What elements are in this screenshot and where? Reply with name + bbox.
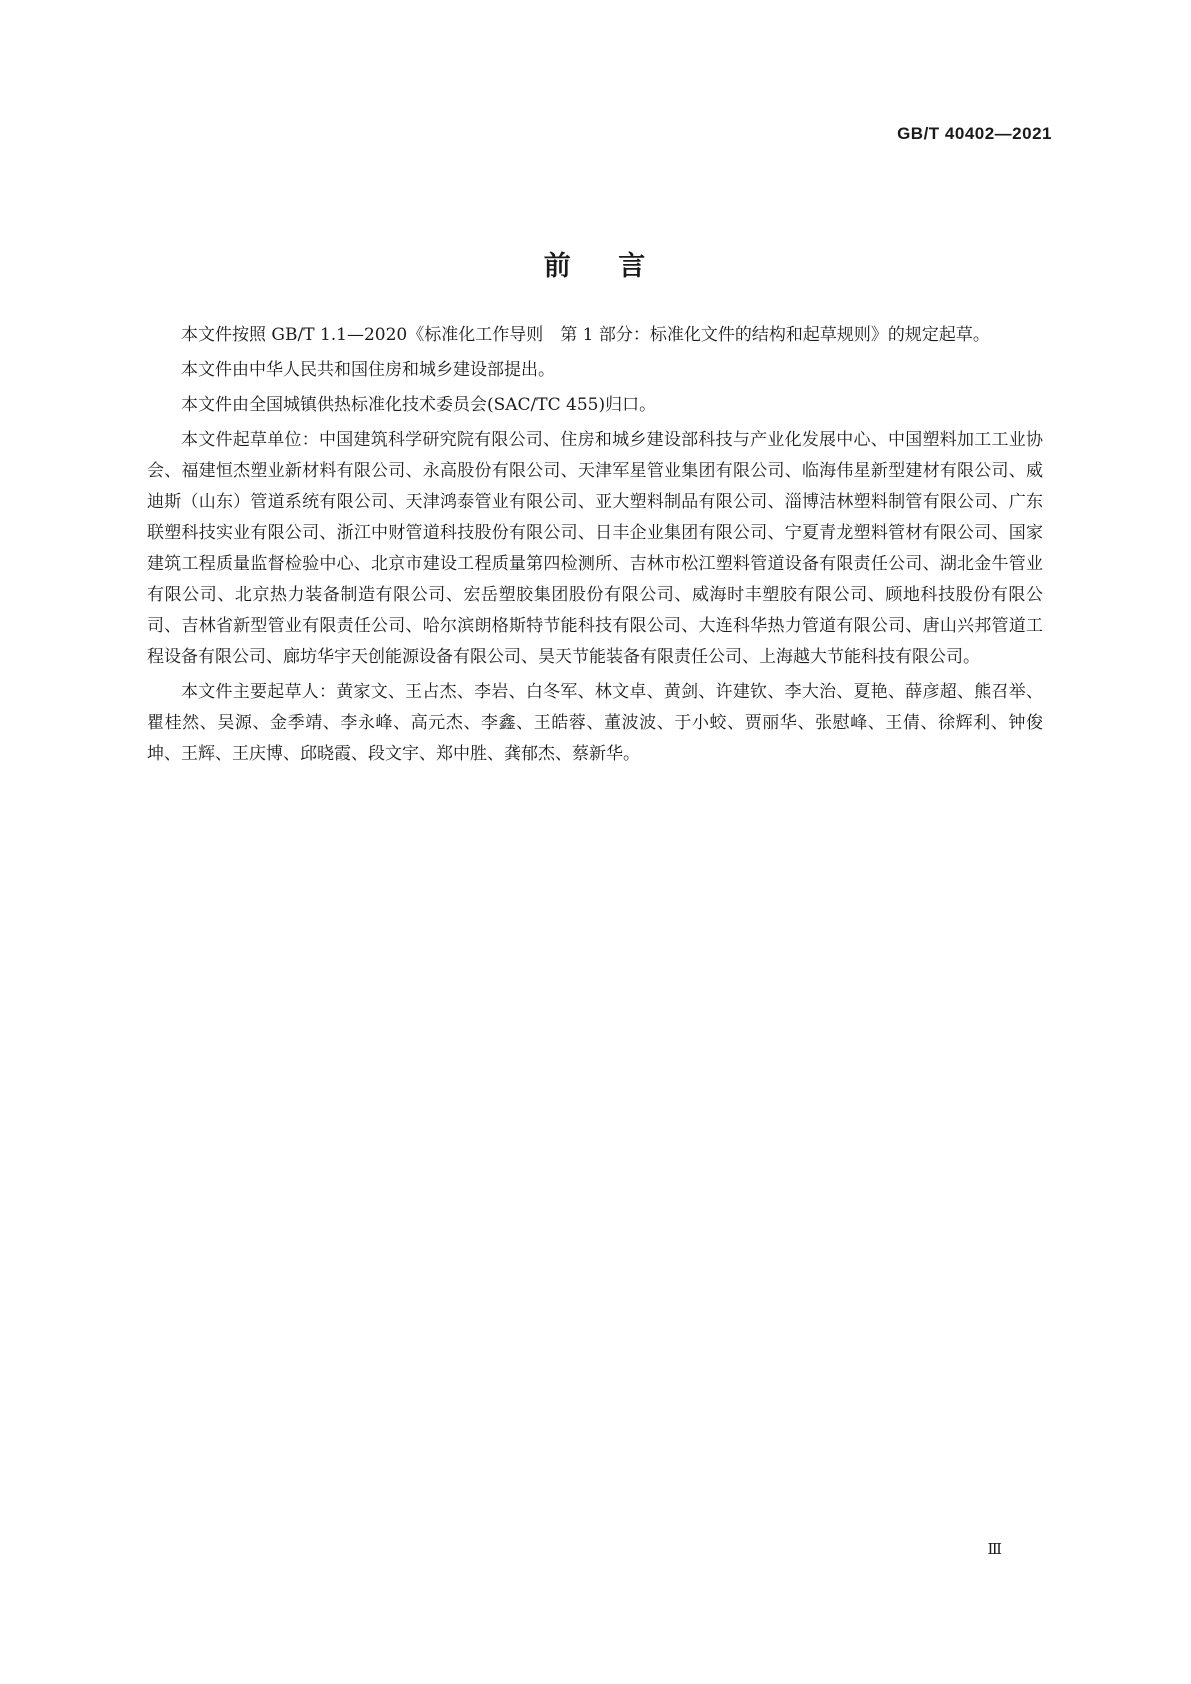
- paragraph-proposer: 本文件由中华人民共和国住房和城乡建设部提出。: [181, 360, 555, 380]
- foreword-body: [147, 320, 1043, 770]
- paragraph-drafting-rules: 本文件按照 GB/T 1.1—2020《标准化工作导则 第 1 部分：标准化文件的结构和起草规则》的规定起草。: [181, 325, 990, 345]
- paragraph-drafting-units: 本文件起草单位：中国建筑科学研究院有限公司、住房和城乡建设部科技与产业化发展中心、中国塑料加工工业协会、福建恒杰塑业新材料有限公司、永高股份有限公司、天津军星管业集团有限公司、临海伟星新型建材有限公司、威迪斯（山东）管道系统有限公司、天津鸿泰管业有限公司、亚大塑料制品有限公司、淄博洁林塑料制管有限公司、广东联塑科技实业有限公司、浙江中财管道科技股份有限公司、日丰企业集团有限公司、宁夏青龙塑料管材有限公司、国家建筑工程质量监督检验中心、北京市建设工程质量第四检测所、吉林市松江塑料管道设备有限责任公司、湖北金牛管业有限公司、北京热力装备制造有限公司、宏岳塑胶集团股份有限公司、威海时丰塑胶有限公司、顾地科技股份有限公司、吉林省新型管业有限责任公司、哈尔滨朗格斯特节能科技有限公司、大连科华热力管道有限公司、唐山兴邦管道工程设备有限公司、廊坊华宇天创能源设备有限公司、昊天节能装备有限责任公司、上海越大节能科技有限公司。: [147, 430, 1043, 667]
- page-title: 前 言: [543, 251, 648, 283]
- standard-number: GB/T 40402—2021: [897, 124, 1052, 143]
- paragraph-committee: 本文件由全国城镇供热标准化技术委员会(SAC/TC 455)归口。: [181, 395, 657, 415]
- page-number: Ⅲ: [987, 1540, 1002, 1558]
- paragraph-drafters: 本文件主要起草人：黄家文、王占杰、李岩、白冬军、林文卓、黄剑、许建钦、李大治、夏艳、薛彦超、熊召举、瞿桂然、吴源、金季靖、李永峰、高元杰、李鑫、王皓蓉、董波波、于小蛟、贾丽华、张慰峰、王倩、徐辉利、钟俊坤、王辉、王庆博、邱晓霞、段文宇、郑中胜、龚郁杰、蔡新华。: [147, 682, 1043, 764]
